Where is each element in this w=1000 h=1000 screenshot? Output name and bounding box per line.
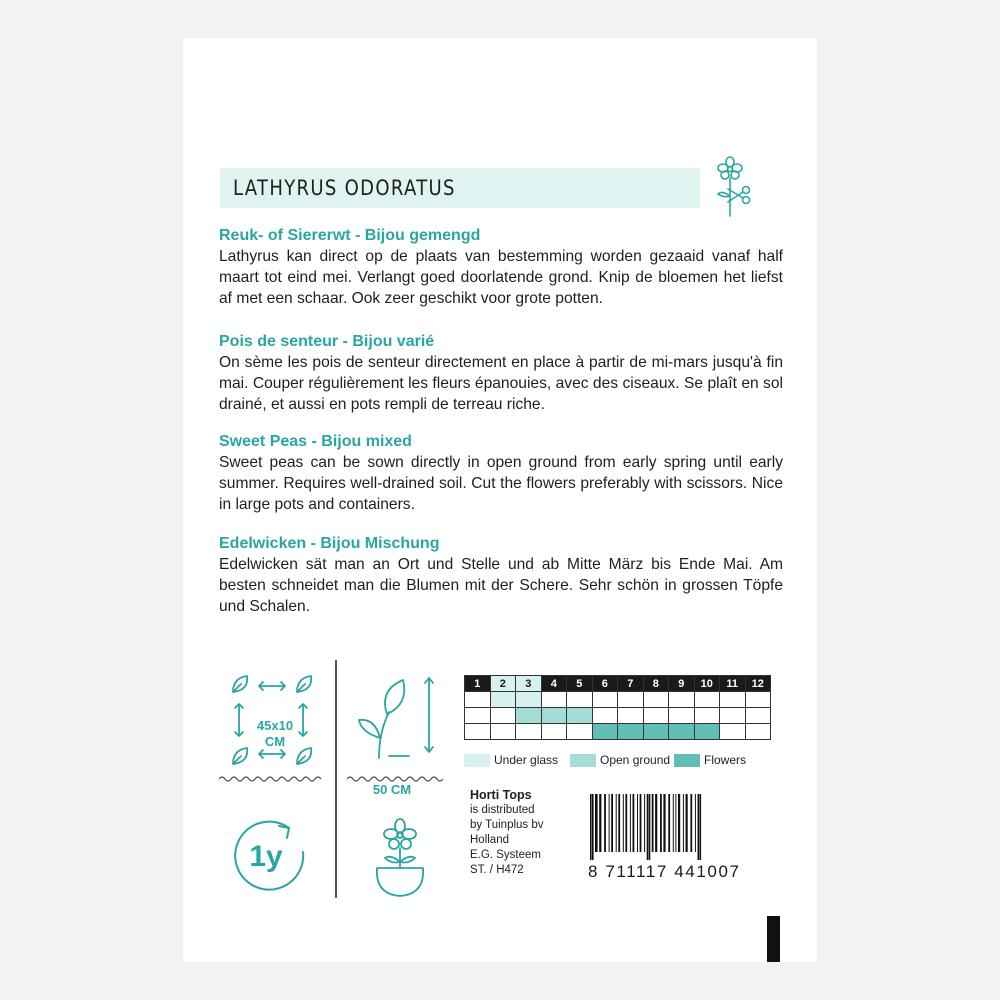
section-body: Sweet peas can be sown directly in open ground from early spring until early summer. Requires well-drained soil. Cut the flowers preferably with scissors. Nice in large pots and containers. xyxy=(219,454,783,513)
barcode-bar xyxy=(683,794,684,852)
barcode-bar xyxy=(611,794,613,852)
calendar-cell xyxy=(618,692,644,708)
barcode-bar xyxy=(675,794,676,852)
barcode-bar xyxy=(616,794,617,852)
seed-packet-back xyxy=(183,38,817,962)
plant-height-icon xyxy=(349,672,449,762)
month-cell: 4 xyxy=(541,676,567,692)
calendar-cell xyxy=(490,724,516,740)
calendar-cell xyxy=(465,692,491,708)
calendar-cell xyxy=(516,692,542,708)
barcode xyxy=(588,794,772,860)
calendar-cell xyxy=(643,708,669,724)
calendar-cell xyxy=(694,724,720,740)
calendar-month-row xyxy=(465,676,771,692)
barcode-bar xyxy=(673,794,674,852)
calendar-cell xyxy=(669,708,695,724)
barcode-bar xyxy=(618,794,620,852)
spacing-value: 45x10 xyxy=(256,718,294,733)
section-body: Edelwicken sät man an Ort und Stelle und ab Mitte März bis Ende Mai. Am besten schneidet man die Blumen mit der Schere. Sehr schön in grossen Töpfe und Schalen. xyxy=(219,556,783,615)
barcode-bar xyxy=(698,794,700,860)
spacing-label xyxy=(245,718,305,750)
calendar-cell xyxy=(745,724,771,740)
section-heading: Pois de senteur - Bijou varié xyxy=(219,333,435,350)
calendar-row-flowers xyxy=(465,724,771,740)
barcode-bar xyxy=(663,794,665,852)
barcode-bar xyxy=(690,794,692,852)
legend-swatch xyxy=(464,754,490,767)
care-icons xyxy=(219,660,484,898)
calendar-cell xyxy=(618,724,644,740)
calendar-cell xyxy=(567,724,593,740)
calendar-cell xyxy=(516,724,542,740)
spacing-unit: CM xyxy=(264,734,286,749)
month-cell: 12 xyxy=(745,676,771,692)
calendar-cell xyxy=(516,708,542,724)
distributor-line: by Tuinplus bv xyxy=(470,819,544,831)
calendar-cell xyxy=(567,708,593,724)
barcode-bar xyxy=(644,794,645,852)
section-heading: Reuk- of Siererwt - Bijou gemengd xyxy=(219,227,481,244)
month-cell: 2 xyxy=(490,676,516,692)
barcode-bar xyxy=(630,794,631,852)
calendar-cell xyxy=(567,692,593,708)
section-heading: Sweet Peas - Bijou mixed xyxy=(219,433,412,450)
month-cell: 9 xyxy=(669,676,695,692)
calendar-cell xyxy=(592,692,618,708)
legend-swatch xyxy=(674,754,700,767)
calendar-cell xyxy=(465,724,491,740)
calendar-cell xyxy=(720,724,746,740)
calendar-cell xyxy=(745,708,771,724)
month-cell: 7 xyxy=(618,676,644,692)
barcode-bar xyxy=(668,794,670,852)
barcode-bar xyxy=(640,794,642,852)
month-cell: 1 xyxy=(465,676,491,692)
distributor-line: Holland xyxy=(470,834,509,846)
barcode-bar xyxy=(637,794,638,852)
calendar-cell xyxy=(490,692,516,708)
barcode-bar xyxy=(700,794,702,860)
print-mark xyxy=(767,916,780,962)
distributor-info xyxy=(470,788,544,878)
calendar-cell xyxy=(541,692,567,708)
barcode-bar xyxy=(686,794,688,852)
legend-label: Flowers xyxy=(704,753,747,767)
calendar-cell xyxy=(694,708,720,724)
calendar-cell xyxy=(694,692,720,708)
barcode-bar xyxy=(590,794,592,860)
calendar-cell xyxy=(592,708,618,724)
calendar-row-under-glass xyxy=(465,692,771,708)
barcode-bar xyxy=(649,794,651,860)
barcode-bar xyxy=(604,794,606,852)
legend-label: Open ground xyxy=(600,753,671,767)
section-dutch xyxy=(219,226,783,309)
distributor-line: E.G. Systeem xyxy=(470,849,541,861)
lifecycle-label: 1y xyxy=(249,840,283,873)
barcode-bar xyxy=(655,794,657,852)
barcode-bar xyxy=(592,794,594,860)
height-label: 50 CM xyxy=(372,782,412,797)
barcode-bar xyxy=(595,794,598,852)
potted-flower-icon xyxy=(365,818,435,898)
barcode-bar xyxy=(609,794,610,852)
section-heading: Edelwicken - Bijou Mischung xyxy=(219,535,440,552)
calendar-cell xyxy=(745,692,771,708)
barcode-bar xyxy=(652,794,654,852)
section-english xyxy=(219,432,783,515)
month-cell: 6 xyxy=(592,676,618,692)
calendar-cell xyxy=(643,724,669,740)
calendar-cell xyxy=(465,708,491,724)
calendar-cell xyxy=(618,708,644,724)
icon-divider xyxy=(335,660,337,898)
wavy-divider xyxy=(219,775,323,783)
calendar-cell xyxy=(669,692,695,708)
distributor-line: ST. / H472 xyxy=(470,864,524,876)
calendar-cell xyxy=(669,724,695,740)
brand-name: Horti Tops xyxy=(470,788,532,802)
flower-scissors-icon xyxy=(714,156,758,218)
month-cell: 11 xyxy=(720,676,746,692)
section-body: Lathyrus kan direct op de plaats van bestemming worden gezaaid vanaf half maart tot eind mei. Verlangt goed doorlatende grond. Knip de bloemen het liefst af met een schaar. Ook zeer geschikt voor grote potten. xyxy=(219,248,783,307)
calendar-cell xyxy=(720,692,746,708)
calendar-cell xyxy=(720,708,746,724)
species-name: LATHYRUS ODORATUS xyxy=(233,176,456,200)
barcode-bar xyxy=(599,794,601,852)
barcode-number: 8 711117 441007 xyxy=(588,862,741,881)
barcode-bar xyxy=(647,794,649,860)
section-french xyxy=(219,332,783,415)
barcode-bar xyxy=(695,794,696,852)
month-cell: 10 xyxy=(694,676,720,692)
legend-swatch xyxy=(570,754,596,767)
barcode-bar xyxy=(678,794,680,852)
sowing-calendar xyxy=(464,675,771,740)
month-cell: 5 xyxy=(567,676,593,692)
calendar-cell xyxy=(490,708,516,724)
calendar-cell xyxy=(541,724,567,740)
barcode-bar xyxy=(660,794,662,852)
barcode-bar xyxy=(633,794,635,852)
distributor-line: is distributed xyxy=(470,804,535,816)
section-body: On sème les pois de senteur directement en place à partir de mi-mars jusqu'à fin mai. Couper régulièrement les fleurs épanouies, avec des ciseaux. Se plaît en sol drainé, et aussi en pots rempli de terreau riche. xyxy=(219,354,783,413)
calendar-cell xyxy=(643,692,669,708)
calendar-cell xyxy=(592,724,618,740)
month-cell: 3 xyxy=(516,676,542,692)
barcode-bar xyxy=(623,794,624,852)
month-cell: 8 xyxy=(643,676,669,692)
barcode-bar xyxy=(625,794,627,852)
calendar-cell xyxy=(541,708,567,724)
calendar-row-open-ground xyxy=(465,708,771,724)
section-german xyxy=(219,534,783,617)
legend-label: Under glass xyxy=(494,753,559,767)
